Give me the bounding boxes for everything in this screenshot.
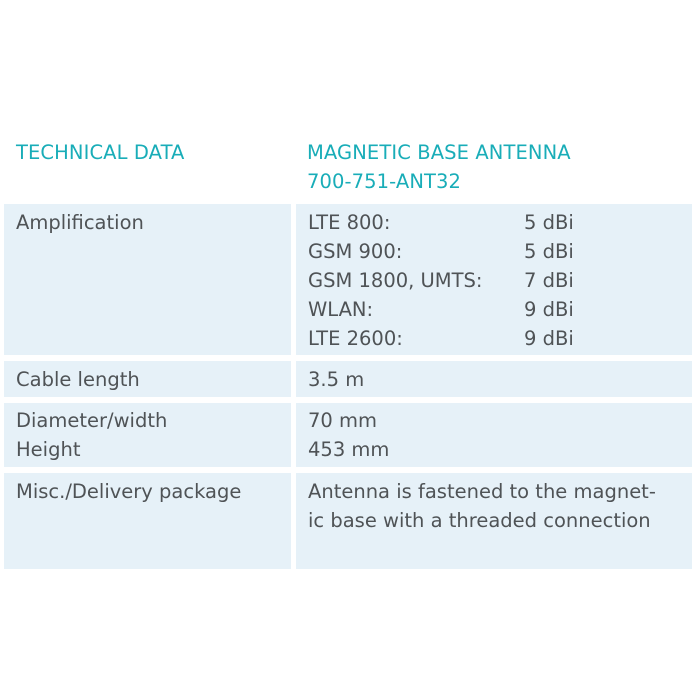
table-row-amplification [0, 204, 700, 355]
row-label-cell [4, 403, 291, 467]
table-header [0, 138, 700, 196]
amplification-values [308, 208, 692, 353]
row-label-cell [4, 361, 291, 397]
table-row-cable-length [0, 361, 700, 397]
amplification-entry [308, 324, 692, 353]
misc-delivery-value-line: Antenna is fastened to the magnet- [308, 480, 656, 503]
misc-delivery-label: Misc./Delivery package [16, 480, 242, 503]
band-name: LTE 800: [308, 211, 391, 234]
band-gain: 5 dBi [524, 240, 574, 263]
diameter-value: 70 mm [308, 409, 378, 432]
misc-delivery-value-line: ic base with a threaded connection [308, 509, 651, 532]
band-name: GSM 900: [308, 240, 403, 263]
row-value-cell [296, 361, 692, 397]
row-value-cell [296, 403, 692, 467]
row-value-cell [296, 204, 692, 355]
row-value-cell [296, 473, 692, 569]
amplification-entry [308, 266, 692, 295]
technical-data-title: TECHNICAL DATA [16, 141, 185, 164]
amplification-entry [308, 237, 692, 266]
band-name: GSM 1800, UMTS: [308, 269, 483, 292]
band-name: WLAN: [308, 298, 374, 321]
technical-data-heading [16, 138, 185, 167]
table-row-misc-delivery [0, 473, 700, 569]
height-label: Height [16, 438, 81, 461]
product-heading [307, 138, 571, 196]
product-number: 700-751-ANT32 [307, 170, 462, 193]
table-row-dimensions [0, 403, 700, 467]
band-name: LTE 2600: [308, 327, 403, 350]
row-label-cell [4, 204, 291, 355]
row-label-cell [4, 473, 291, 569]
band-gain: 9 dBi [524, 327, 574, 350]
band-gain: 9 dBi [524, 298, 574, 321]
cable-length-value: 3.5 m [308, 368, 365, 391]
diameter-label: Diameter/width [16, 409, 168, 432]
product-name: MAGNETIC BASE ANTENNA [307, 141, 571, 164]
cable-length-label: Cable length [16, 368, 140, 391]
amplification-entry [308, 295, 692, 324]
height-value: 453 mm [308, 438, 390, 461]
band-gain: 5 dBi [524, 211, 574, 234]
band-gain: 7 dBi [524, 269, 574, 292]
amplification-label: Amplification [16, 211, 144, 234]
amplification-entry [308, 208, 692, 237]
